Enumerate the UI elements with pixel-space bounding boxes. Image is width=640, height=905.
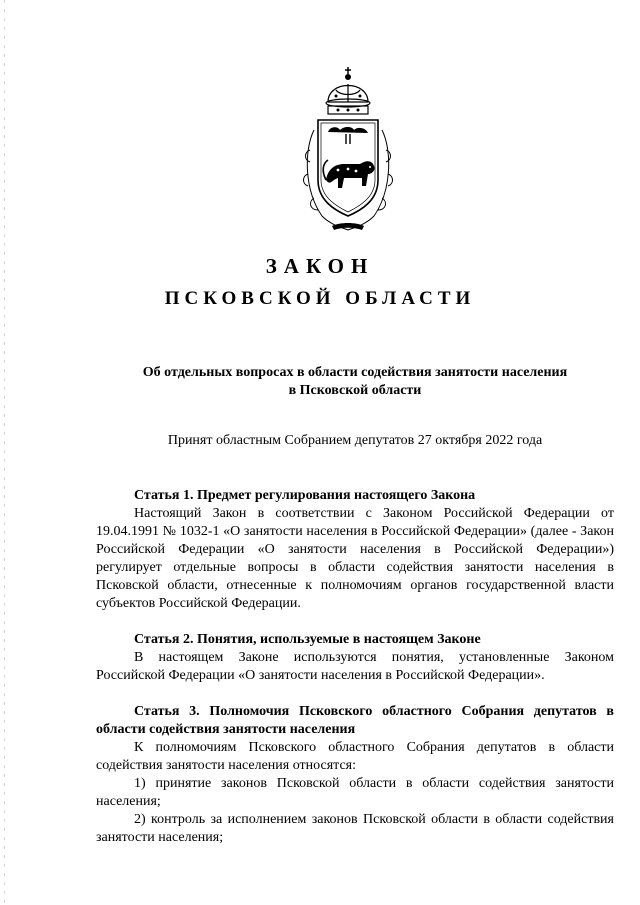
article-3-item-1: 1) принятие законов Псковской области в области содействия занятости населения; [96, 776, 614, 809]
article-2-text: В настоящем Законе используются понятия, установленные Законом Российской Федерации «О занятости населения в Российской Федерации». [96, 650, 614, 683]
law-subject [100, 364, 610, 400]
law-body [96, 487, 614, 847]
scan-edge [4, 0, 5, 905]
article-3-intro: К полномочиям Псковского областного Собрания депутатов в области содействия занятости населения относятся: [96, 740, 614, 773]
pskov-coat-of-arms-icon [292, 40, 404, 232]
law-title: ЗАКОН [265, 254, 375, 278]
region-title: ПСКОВСКОЙ ОБЛАСТИ [164, 288, 476, 309]
article-1-text: Настоящий Закон в соответствии с Законом Российской Федерации от 19.04.1991 № 1032-1 «О занятости населения в Российской Федерации» (далее - Закон Российской Федерации «О занятости населения в Российской Федерации») регулирует отдельные вопросы в области содействия занятости населения в Псковской области, отнесенные к полномочиям органов государственной власти субъектов Российской Федерации. [96, 506, 614, 611]
law-subject-line1: Об отдельных вопросах в области содействия занятости населения [142, 365, 568, 380]
article-2-heading: Статья 2. Понятия, используемые в настоящем Законе [134, 632, 481, 647]
article-3-item-2: 2) контроль за исполнением законов Псковской области в области содействия занятости населения; [96, 812, 614, 845]
article-1-heading: Статья 1. Предмет регулирования настоящего Закона [134, 488, 476, 503]
adoption-date: Принят областным Собранием депутатов 27 октября 2022 года [167, 433, 543, 448]
article-3-heading: Статья 3. Полномочия Псковского областного Собрания депутатов в области содействия занятости населения [96, 704, 614, 737]
law-subject-line2: в Псковской области [288, 383, 422, 398]
